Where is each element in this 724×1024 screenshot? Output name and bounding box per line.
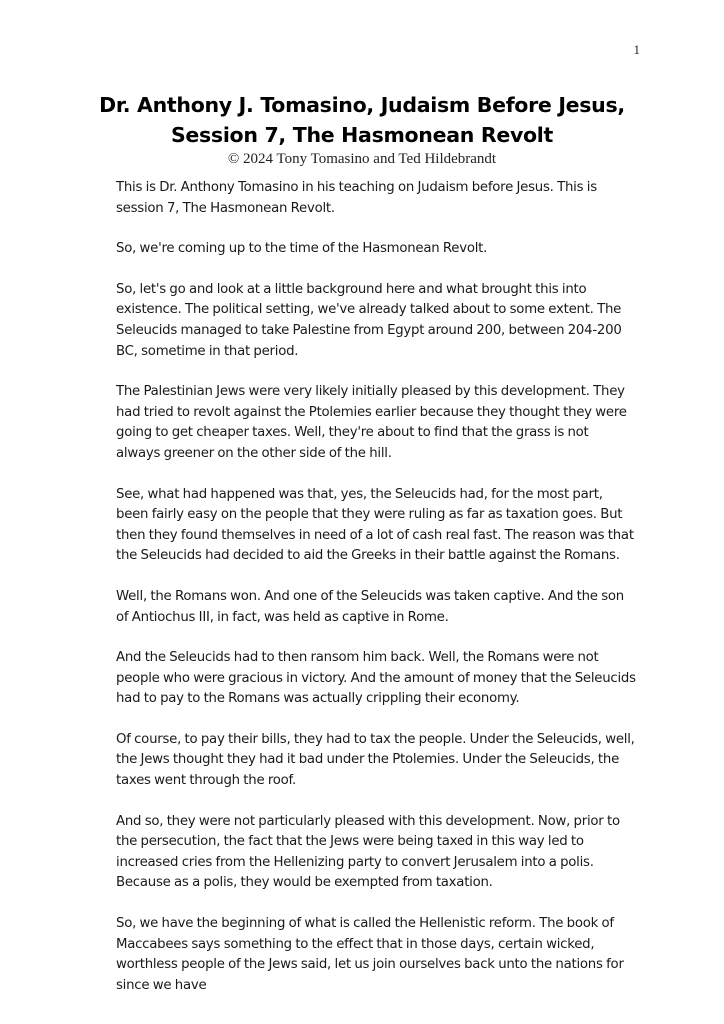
paragraph: Of course, to pay their bills, they had to tax the people. Under the Seleucids, well, the Jews thought they had it bad under the Ptolemies. Under the Seleucids, the taxes went through the roof.	[116, 731, 635, 789]
paragraph: The Palestinian Jews were very likely initially pleased by this development. They had tried to revolt against the Ptolemies earlier because they thought they were going to get cheaper taxes. Well, they're about to find that the grass is not always greener on the other side of the hill.	[116, 384, 627, 461]
document-title	[60, 90, 664, 150]
document-body	[116, 178, 636, 1016]
paragraph: See, what had happened was that, yes, the Seleucids had, for the most part, been fairly easy on the people that they were ruling as far as taxation goes. But then they found themselves in need of a lot of cash real fast. The reason was that the Seleucids had decided to aid the Greeks in their battle against the Romans.	[116, 486, 634, 564]
page-number: 1	[633, 42, 640, 57]
paragraph: So, let's go and look at a little background here and what brought this into existence. The political setting, we've already talked about to some extent. The Seleucids managed to take Palestine from Egypt around 200, between 204-200 BC, sometime in that period.	[116, 281, 622, 359]
paragraph: So, we're coming up to the time of the Hasmonean Revolt.	[116, 241, 488, 257]
paragraph: And so, they were not particularly pleased with this development. Now, prior to the persecution, the fact that the Jews were being taxed in this way led to increased cries from the Hellenizing party to convert Jerusalem into a polis. Because as a polis, they would be exempted from taxation.	[116, 813, 620, 891]
copyright-line: © 2024 Tony Tomasino and Ted Hildebrandt	[227, 151, 497, 167]
paragraph: So, we have the beginning of what is called the Hellenistic reform. The book of Maccabees says something to the effect that in those days, certain wicked, worthless people of the Jews said, let us join ourselves back unto the nations for since we have	[116, 916, 624, 993]
paragraph: And the Seleucids had to then ransom him back. Well, the Romans were not people who were gracious in victory. And the amount of money that the Seleucids had to pay to the Romans was actually crippling their economy.	[116, 650, 636, 707]
paragraph: Well, the Romans won. And one of the Seleucids was taken captive. And the son of Antiochus III, in fact, was held as captive in Rome.	[116, 588, 624, 625]
paragraph: This is Dr. Anthony Tomasino in his teaching on Judaism before Jesus. This is session 7, The Hasmonean Revolt.	[116, 180, 597, 216]
title-line-2: Session 7, The Hasmonean Revolt	[170, 123, 554, 147]
title-line-1: Dr. Anthony J. Tomasino, Judaism Before Jesus,	[99, 93, 625, 117]
